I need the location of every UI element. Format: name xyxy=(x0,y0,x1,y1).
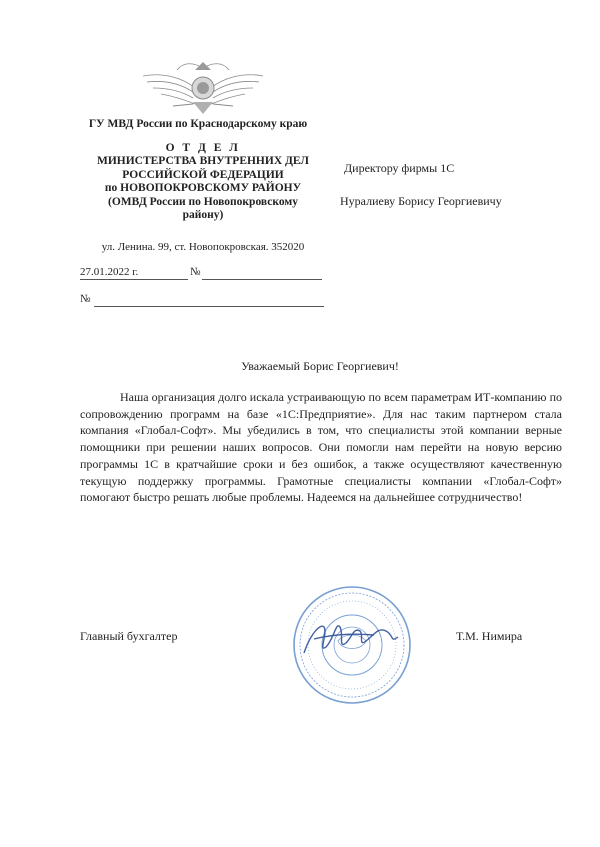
department-block xyxy=(78,142,328,222)
dept-line: району) xyxy=(182,209,224,222)
salutation: Уважаемый Борис Георгиевич! xyxy=(241,359,399,373)
underline xyxy=(94,306,324,307)
dept-line: МИНИСТЕРСТВА ВНУТРЕННИХ ДЕЛ xyxy=(96,155,310,168)
recipient-title: Директору фирмы 1С xyxy=(344,161,455,175)
mvd-emblem-icon xyxy=(133,58,273,116)
dept-line: О Т Д Е Л xyxy=(165,142,241,154)
underline xyxy=(202,279,322,280)
letter-date: 27.01.2022 г. xyxy=(80,266,139,278)
signature-icon xyxy=(304,626,398,653)
reference-line xyxy=(80,293,324,309)
signer-name: Т.М. Нимира xyxy=(456,629,523,643)
date-line xyxy=(80,266,322,282)
address: ул. Ленина. 99, ст. Новопокровская. 352020 xyxy=(101,241,305,253)
letter-body: Наша организация долго искала устраивающую по всем параметрам ИТ-компанию по сопровождению программ на базе «1С:Предприятие». Для нас таким партнером стала компания «Глобал-Софт». Мы убедились в том, что специалисты этой компании верные помощники при решении наших вопросов. Они помогли нам перейти на новую версию программы 1С в кратчайшие сроки и без ошибок, а также осуществляют качественную текущую поддержку программы. Грамотные специалисты компании «Глобал-Софт» помогают быстро решать любые проблемы. Надеемся на дальнейшее сотрудничество! xyxy=(80,390,562,505)
dept-line: РОССИЙСКОЙ ФЕДЕРАЦИИ xyxy=(122,168,284,181)
official-stamp-icon xyxy=(290,583,414,707)
ref-number-mark: № xyxy=(80,293,91,305)
number-mark: № xyxy=(190,266,201,278)
underline xyxy=(80,279,188,280)
recipient-name: Нуралиеву Борису Георгиевичу xyxy=(340,194,502,208)
dept-line: по НОВОПОКРОВСКОМУ РАЙОНУ xyxy=(104,182,302,195)
signer-role: Главный бухгалтер xyxy=(80,629,178,643)
org-name: ГУ МВД России по Краснодарскому краю xyxy=(88,118,308,130)
dept-line: (ОМВД России по Новопокровскому xyxy=(108,195,298,208)
